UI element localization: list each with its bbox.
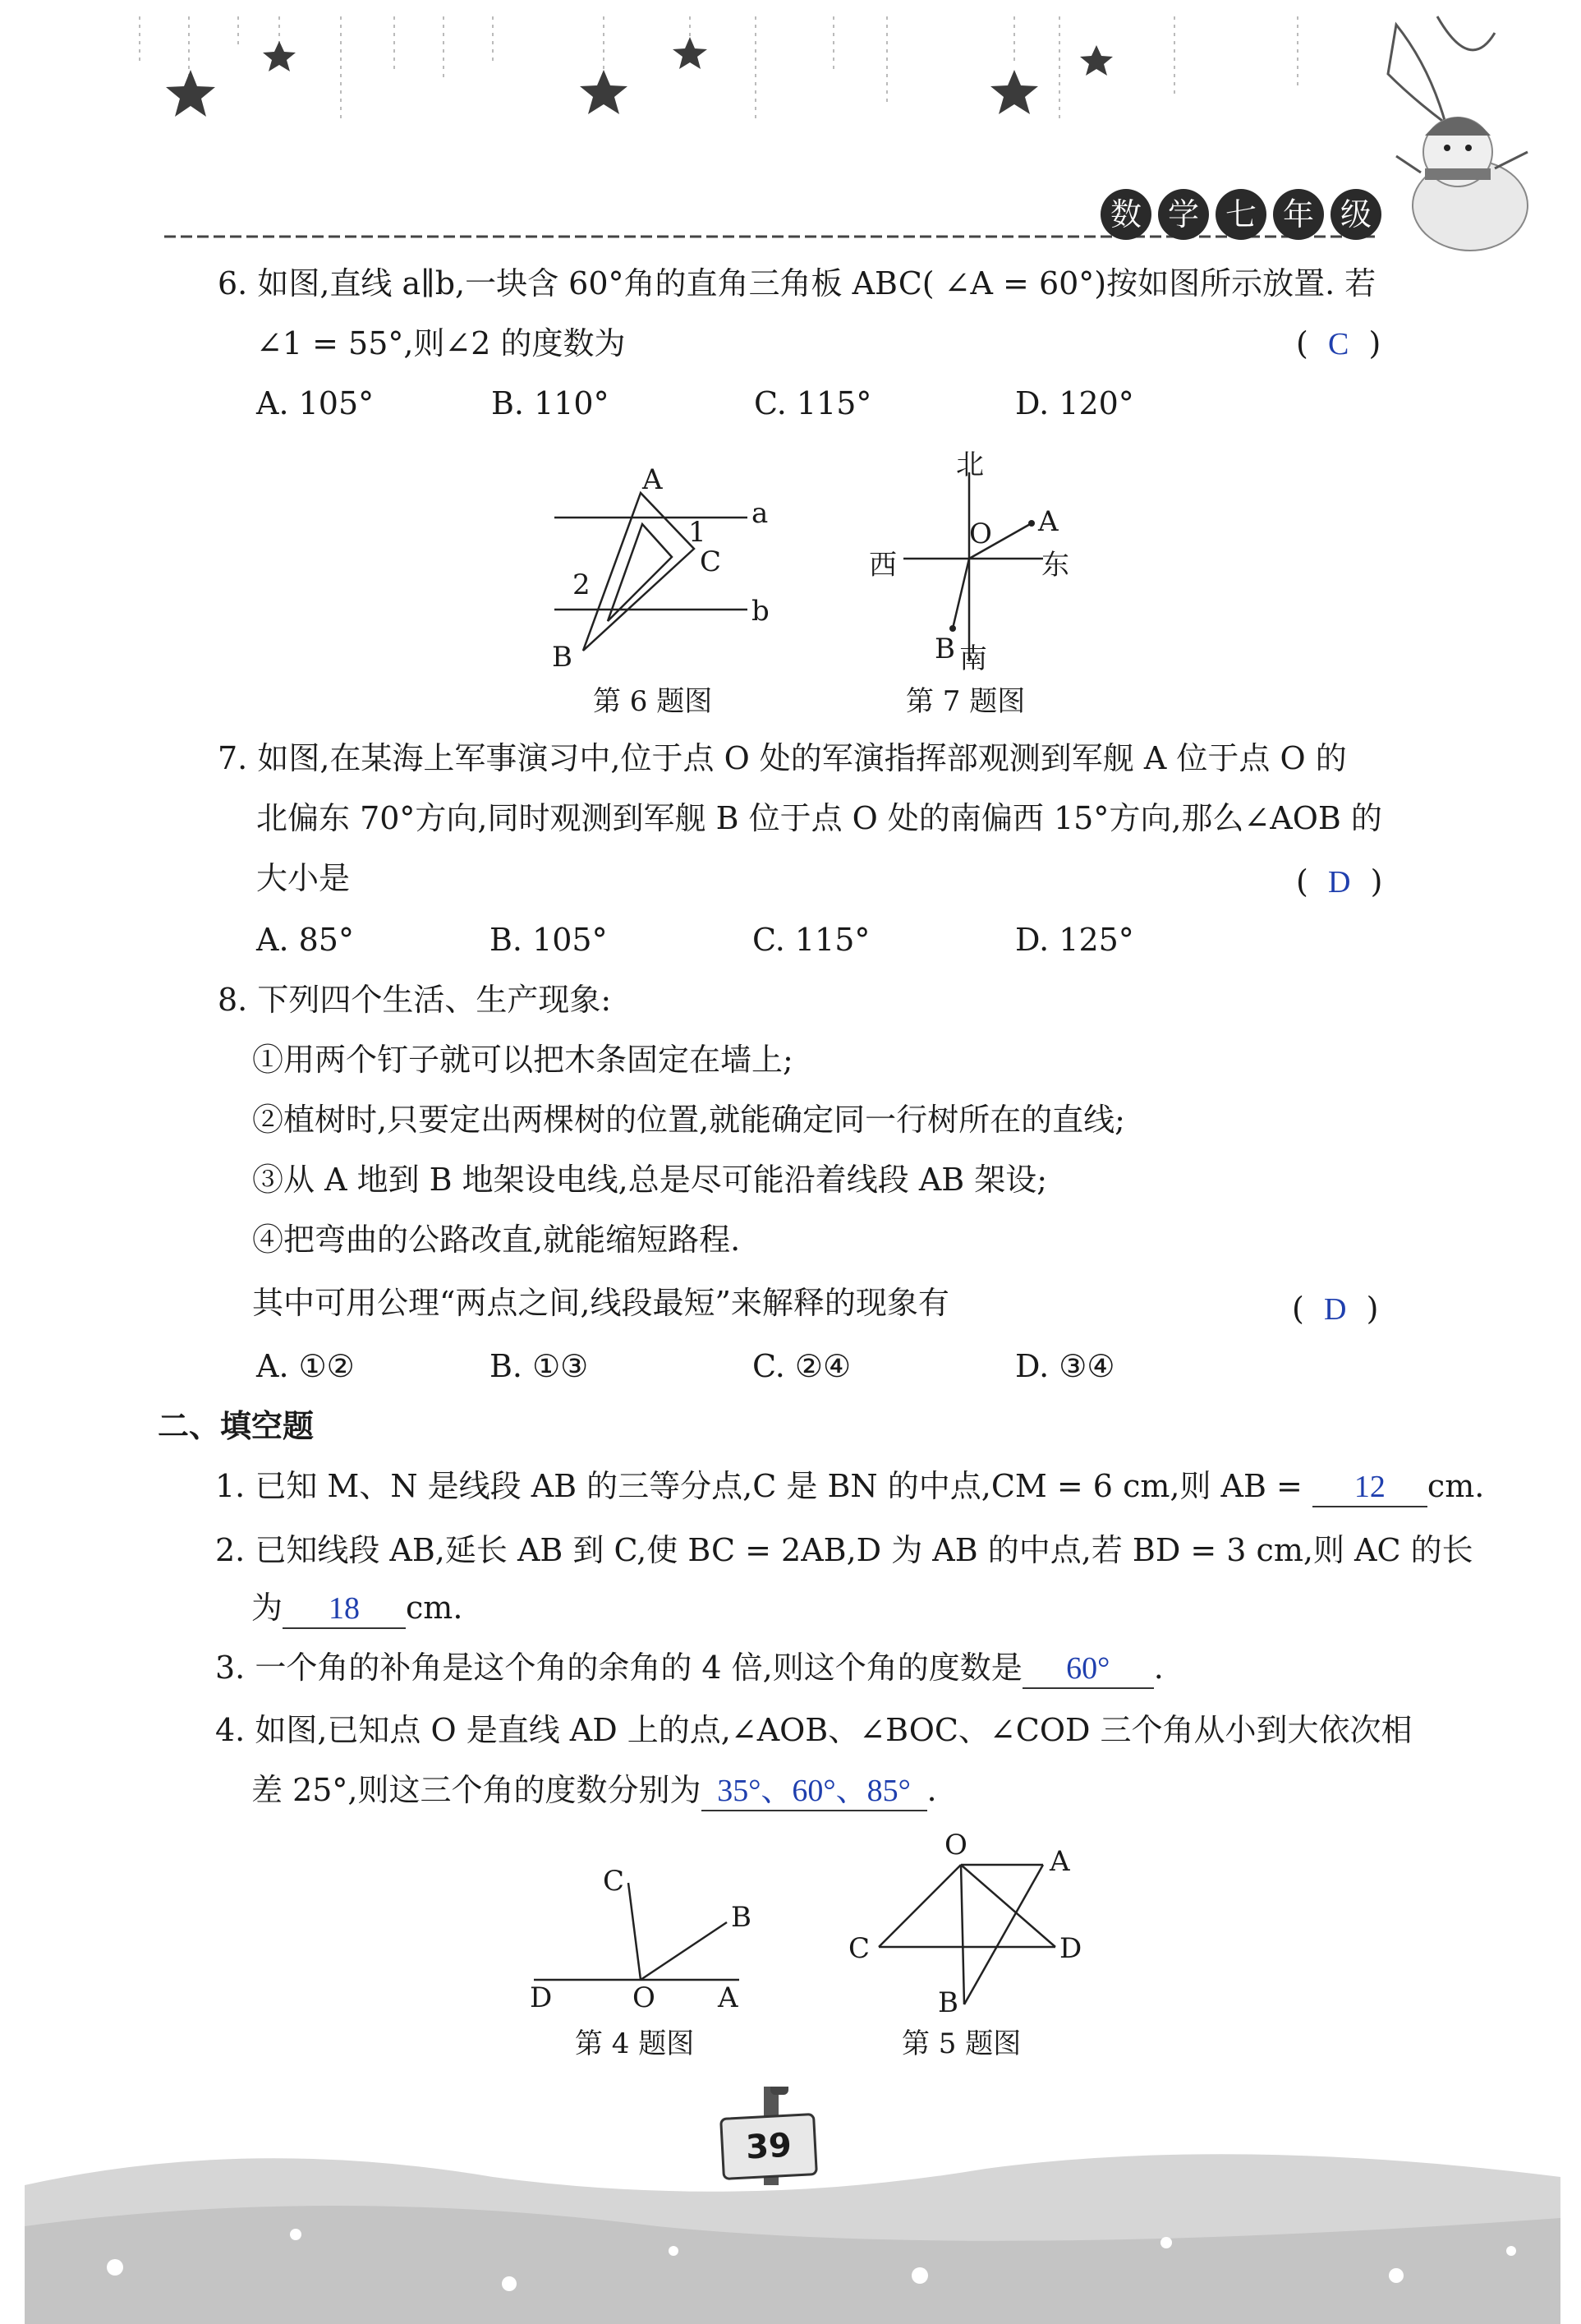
fill-q3-text: 3. 一个角的补角是这个角的余角的 4 倍,则这个角的度数是	[215, 1650, 1023, 1686]
figure-4	[526, 1865, 756, 1996]
q8-stem: 8. 下列四个生活、生产现象:	[218, 982, 612, 1018]
fill-q1	[215, 1467, 1484, 1507]
star-icon	[580, 70, 627, 114]
q6-option-a: A. 105°	[256, 385, 375, 421]
q8-option-a: A. ①②	[256, 1348, 355, 1384]
star-icon	[166, 70, 215, 117]
fig5-label-C: C	[848, 1932, 871, 1965]
fig7-label-B: B	[935, 633, 955, 665]
fig6-label-a: a	[751, 497, 769, 530]
q6-option-d: D. 120°	[1015, 385, 1134, 421]
q7-answer: D	[1327, 865, 1351, 900]
q6-stem-line1: 6. 如图,直线 a∥b,一块含 60°角的直角三角板 ABC( ∠A = 60°)按如图所示放置. 若	[218, 265, 1376, 301]
fill-q1-unit: cm.	[1427, 1468, 1485, 1504]
q8-answer: D	[1323, 1292, 1347, 1327]
q6-answer: C	[1327, 327, 1349, 361]
fig4-label-B: B	[731, 1901, 751, 1934]
fig6-label-1: 1	[688, 516, 706, 549]
fig6-label-B: B	[552, 641, 572, 674]
q6-option-b: B. 110°	[491, 385, 609, 421]
q7-stem-line3: 大小是	[256, 860, 351, 896]
figure-6	[542, 460, 788, 674]
q8-answer-paren: ( D )	[1292, 1291, 1379, 1327]
fig4-label-D: D	[530, 1981, 553, 2014]
fill-q3-end: .	[1153, 1650, 1164, 1686]
fill-q3-answer: 60°	[1023, 1650, 1154, 1689]
page-number-sign	[719, 2113, 818, 2180]
fill-q4-line1: 4. 如图,已知点 O 是直线 AD 上的点,∠AOB、∠BOC、∠COD 三个角从小到大依次相	[215, 1712, 1413, 1748]
fig4-label-O: O	[632, 1981, 655, 2014]
fill-q4-line2	[251, 1771, 937, 1811]
q8-item-1: ①用两个钉子就可以把木条固定在墙上;	[252, 1042, 793, 1078]
fig6-label-b: b	[751, 595, 770, 628]
fig7-label-west: 西	[869, 549, 897, 582]
fig6-caption: 第 6 题图	[593, 685, 713, 718]
fill-q2-line2	[251, 1589, 462, 1629]
fill-q4-text: 差 25°,则这三个角的度数分别为	[251, 1772, 701, 1808]
q6-stem-line2: ∠1 = 55°,则∠2 的度数为	[256, 325, 626, 361]
q8-option-c: C. ②④	[752, 1348, 852, 1384]
q7-stem-line2: 北偏东 70°方向,同时观测到军舰 B 位于点 O 处的南偏西 15°方向,那么∠AOB 的	[256, 800, 1382, 836]
fig7-label-south: 南	[959, 642, 987, 675]
grade-badge-char: 七	[1216, 189, 1266, 240]
q8-last: 其中可用公理“两点之间,线段最短”来解释的现象有	[252, 1285, 949, 1321]
q8-option-d: D. ③④	[1015, 1348, 1115, 1384]
star-icon	[263, 41, 296, 71]
fill-q2-answer: 18	[283, 1590, 406, 1629]
fig5-label-D: D	[1059, 1932, 1082, 1965]
fig4-label-C: C	[603, 1865, 625, 1898]
q7-option-a: A. 85°	[256, 922, 354, 958]
fill-q2-line1: 2. 已知线段 AB,延长 AB 到 C,使 BC = 2AB,D 为 AB 的中点,若 BD = 3 cm,则 AC 的长	[215, 1532, 1473, 1568]
fill-q1-text: 1. 已知 M、N 是线段 AB 的三等分点,C 是 BN 的中点,CM = 6 cm,则 AB =	[215, 1468, 1312, 1504]
q6-answer-paren: ( C )	[1296, 325, 1381, 361]
q8-item-2: ②植树时,只要定出两棵树的位置,就能确定同一行树所在的直线;	[252, 1102, 1125, 1138]
fig5-caption: 第 5 题图	[902, 2027, 1022, 2060]
fig4-label-A: A	[718, 1981, 738, 2014]
section2-title: 二、填空题	[158, 1407, 315, 1444]
fig6-label-A: A	[642, 463, 663, 496]
fig7-label-north: 北	[956, 449, 984, 481]
q7-stem-line1: 7. 如图,在某海上军事演习中,位于点 O 处的军演指挥部观测到军舰 A 位于点 O 的	[218, 740, 1347, 776]
star-icon	[673, 37, 707, 69]
fill-q4-answer: 35°、60°、85°	[701, 1772, 927, 1811]
q7-option-d: D. 125°	[1015, 922, 1134, 958]
q8-option-b: B. ①③	[489, 1348, 589, 1384]
fig6-label-C: C	[700, 545, 722, 578]
fill-q3	[215, 1649, 1164, 1689]
grade-badge-char: 学	[1158, 189, 1209, 240]
q8-item-4: ④把弯曲的公路改直,就能缩短路程.	[252, 1222, 741, 1258]
fig7-caption: 第 7 题图	[906, 685, 1026, 718]
fig7-label-A: A	[1038, 505, 1059, 538]
q6-option-c: C. 115°	[754, 385, 872, 421]
fig6-label-2: 2	[572, 568, 591, 601]
q7-option-b: B. 105°	[489, 922, 608, 958]
fill-q1-answer: 12	[1312, 1468, 1427, 1507]
q8-item-3: ③从 A 地到 B 地架设电线,总是尽可能沿着线段 AB 架设;	[252, 1162, 1048, 1198]
q7-answer-paren: ( D )	[1296, 863, 1383, 900]
fill-q4-end: .	[926, 1772, 937, 1808]
fill-q2-text: 为	[251, 1590, 283, 1626]
grade-badge-char: 年	[1273, 189, 1324, 240]
page-number: 39	[744, 2126, 793, 2167]
grade-badge-char: 级	[1331, 189, 1381, 240]
fig7-label-east: 东	[1041, 549, 1069, 582]
fig7-label-O: O	[969, 518, 992, 550]
fig5-label-A: A	[1050, 1845, 1070, 1878]
fig4-caption: 第 4 题图	[575, 2027, 695, 2060]
snowman-icon	[1388, 16, 1528, 251]
star-icon	[990, 70, 1038, 114]
fig5-label-O: O	[944, 1829, 967, 1862]
fill-q2-unit: cm.	[406, 1590, 463, 1626]
fig5-label-B: B	[938, 1986, 958, 2019]
star-icon	[1080, 45, 1113, 76]
grade-badge-char: 数	[1101, 189, 1151, 240]
q7-option-c: C. 115°	[752, 922, 871, 958]
